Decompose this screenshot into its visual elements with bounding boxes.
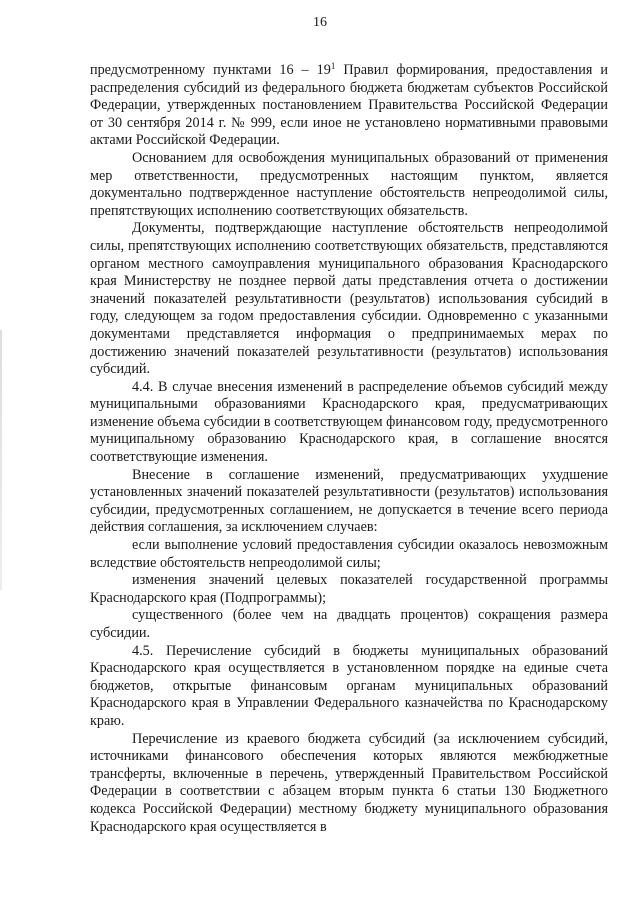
list-item: если выполнение условий предоставления субсидии оказалось невозможным вследствие обстоятельств непреодолимой силы;: [90, 537, 608, 571]
paragraph: 4.4. В случае внесения изменений в распределение объемов субсидий между муниципальными образованиями Краснодарского края, предусматривающих изменение объема субсидии в соответствующем финансовом году, предусмотренного муниципальному образованию Краснодарского края, в соглашение вносятся соответствующие изменения.: [90, 378, 608, 466]
text-fragment: Правил формирования, предоставления и распределения субсидий из федерального бюджета бюджетам субъектов Российской Федерации, утвержденных постановлением Правительства Российской Федерации от 30 сентября 2014 г. № 999, если иное не установлено нормативными правовыми актами Российской Федерации.: [90, 62, 608, 149]
footnote-superscript: 1: [330, 61, 336, 71]
page-number: 16: [313, 15, 327, 30]
text-fragment: предусмотренному пунктами 16 – 19: [90, 62, 331, 78]
paragraph: Основанием для освобождения муниципальных образований от применения мер ответственности, предусмотренных настоящим пунктом, является документально подтвержденное наступление обстоятельств непреодолимой силы, препятствующих исполнению соответствующих обязательств.: [90, 149, 608, 219]
paragraph: Документы, подтверждающие наступление обстоятельств непреодолимой силы, препятствующих исполнению соответствующих обязательств, представляются органом местного самоуправления муниципального образования Краснодарского края Министерству не позднее первой даты представления отчета о достижении значений показателей результативности (результатов) использования субсидий в году, следующем за годом предоставления субсидии. Одновременно с указанными документами представляется информация о предпринимаемых мерах по достижению значений показателей результативности (результатов) использования субсидий.: [90, 220, 608, 378]
list-item: изменения значений целевых показателей государственной программы Краснодарского края (Подпрограммы);: [90, 572, 608, 606]
document-body: [90, 62, 608, 836]
paragraph-continuation: [90, 62, 608, 150]
paragraph: 4.5. Перечисление субсидий в бюджеты муниципальных образований Краснодарского края осуществляется в установленном порядке на единые счета бюджетов, открытые финансовым органам муниципальных образований Краснодарского края в Управлении Федерального казначейства по Краснодарскому краю.: [90, 642, 608, 729]
paragraph: Перечисление из краевого бюджета субсидий (за исключением субсидий, источниками финансового обеспечения которых являются межбюджетные трансферты, включенные в перечень, утвержденный Правительством Российской Федерации в соответствии с абзацем вторым пункта 6 статьи 130 Бюджетного кодекса Российской Федерации) местному бюджету муниципального образования Краснодарского края осуществляется в: [90, 730, 608, 835]
list-item: существенного (более чем на двадцать процентов) сокращения размера субсидии.: [90, 607, 608, 641]
scan-edge-artifact: [0, 330, 2, 590]
paragraph: Внесение в соглашение изменений, предусматривающих ухудшение установленных значений показателей результативности (результатов) использования субсидии, предусмотренных соглашением, не допускается в течение всего периода действия соглашения, за исключением случаев:: [90, 466, 608, 536]
